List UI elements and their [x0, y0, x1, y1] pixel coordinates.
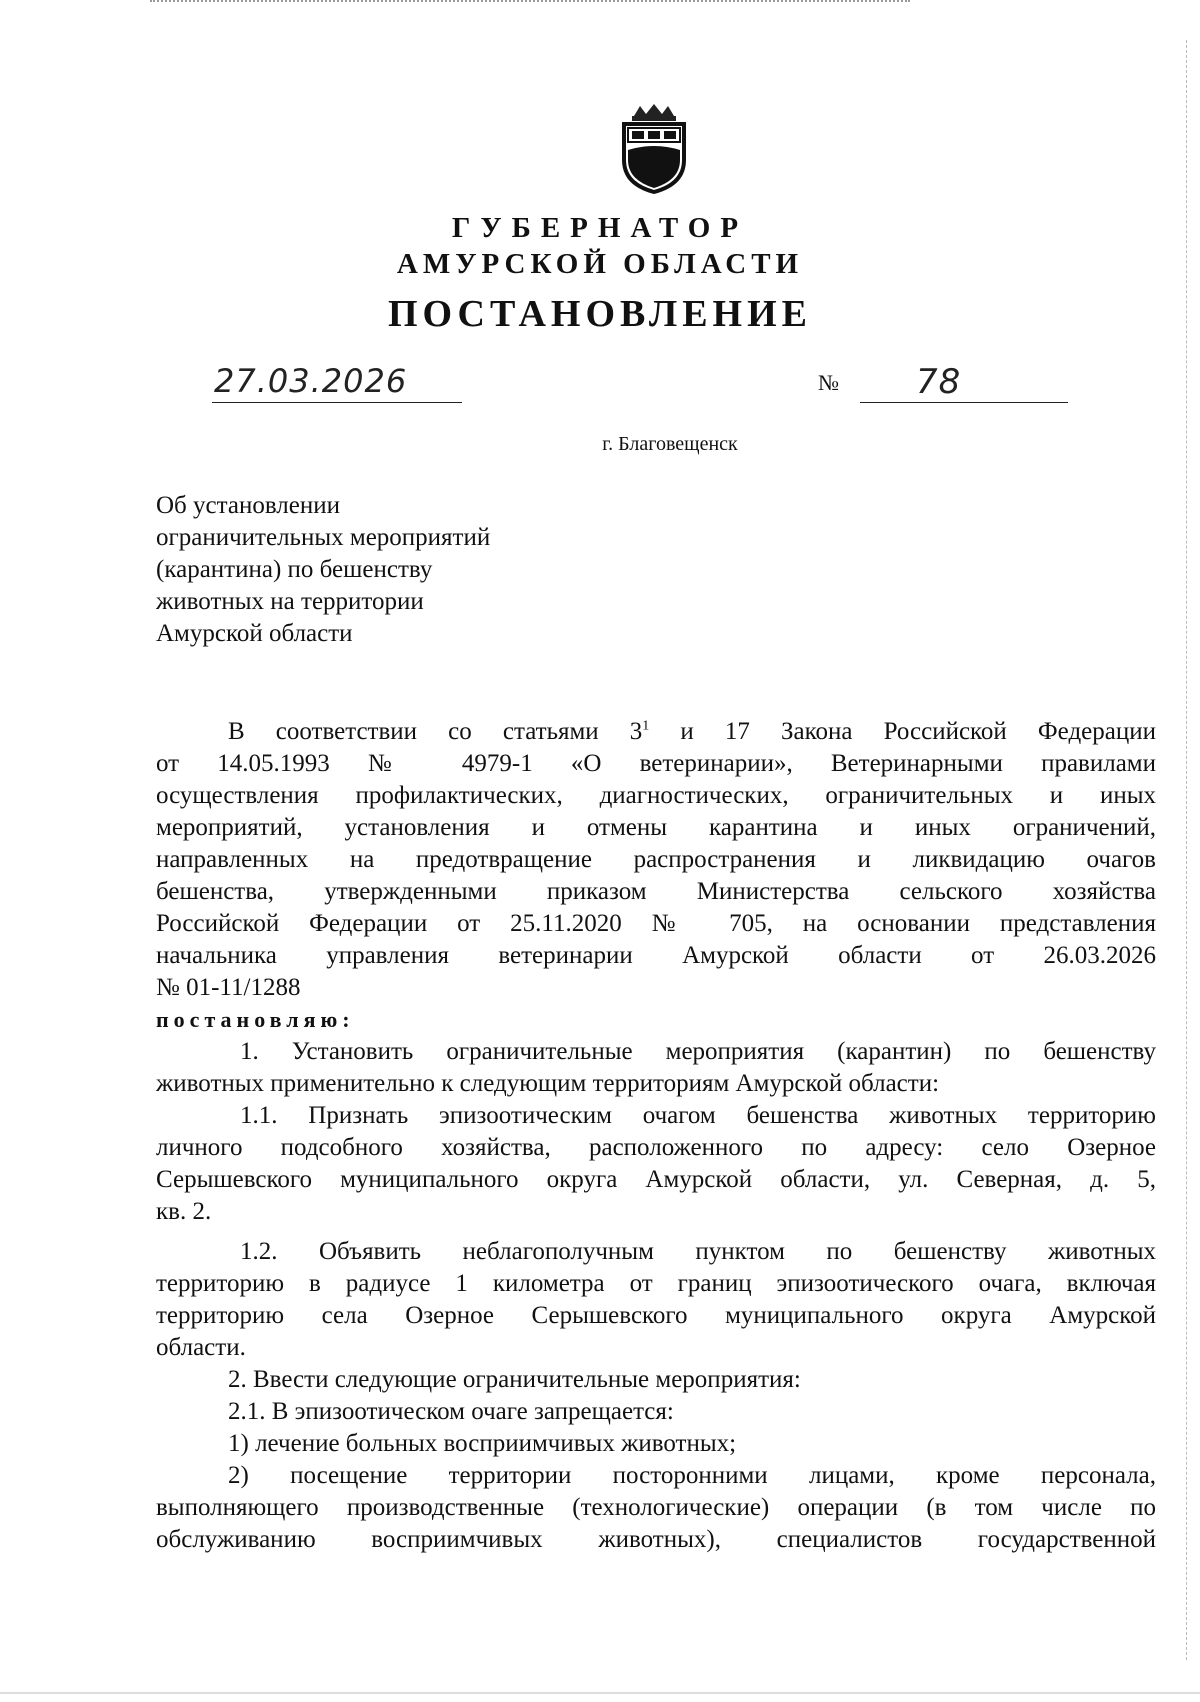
preamble-line: Российской Федерации от 25.11.2020 № 705, на основании представления — [156, 910, 1156, 937]
city: г. Благовещенск — [602, 433, 738, 455]
item-2: 2. Ввести следующие ограничительные мероприятия: — [228, 1366, 801, 1393]
header-region: АМУРСКОЙ ОБЛАСТИ — [396, 248, 804, 280]
item-1-1-line: личного подсобного хозяйства, расположенного по адресу: село Озерное — [156, 1134, 1156, 1161]
preamble-line: мероприятий, установления и отмены карантина и иных ограничений, — [156, 814, 1156, 841]
preamble-line: направленных на предотвращение распространения и ликвидацию очагов — [156, 846, 1156, 873]
subject-line: Об установлении — [156, 492, 341, 519]
item-1-2-line: территорию в радиусе 1 километра от границ эпизоотического очага, включая — [156, 1270, 1156, 1297]
number-label: № — [818, 370, 839, 395]
handwritten-number: 78 — [916, 362, 962, 402]
item-1-line: животных применительно к следующим территориям Амурской области: — [156, 1070, 940, 1097]
item-1-2-line: 1.2. Объявить неблагополучным пунктом по бешенству животных — [240, 1238, 1156, 1265]
item-1-line: 1. Установить ограничительные мероприятия (карантин) по бешенству — [240, 1038, 1156, 1065]
item-1-1-line: кв. 2. — [156, 1198, 212, 1225]
item-2-1-2-line: обслуживанию восприимчивых животных), специалистов государственной — [156, 1526, 1156, 1553]
date-field — [212, 356, 462, 403]
item-1-1-line: 1.1. Признать эпизоотическим очагом бешенства животных территорию — [240, 1102, 1156, 1129]
preamble-line: бешенства, утвержденными приказом Министерства сельского хозяйства — [156, 878, 1156, 905]
scan-artifact-right — [1186, 40, 1187, 1660]
item-2-1-2-line: 2) посещение территории посторонними лицами, кроме персонала, — [228, 1462, 1156, 1489]
handwritten-date: 27.03.2026 — [214, 362, 408, 400]
amur-coat-of-arms-icon — [612, 102, 696, 194]
subject-line: животных на территории — [156, 588, 424, 615]
item-2-1-1: 1) лечение больных восприимчивых животных; — [228, 1430, 737, 1457]
decree-word: постановляю: — [156, 1007, 355, 1032]
subject-line: Амурской области — [156, 620, 353, 647]
header-governor: ГУБЕРНАТОР — [451, 212, 749, 244]
item-2-1: 2.1. В эпизоотическом очаге запрещается: — [228, 1398, 674, 1425]
item-2-1-2-line: выполняющего производственные (технологические) операции (в том числе по — [156, 1494, 1156, 1521]
scan-artifact-bottom — [0, 1692, 1200, 1694]
scan-artifact-top — [150, 0, 910, 8]
preamble-line: начальника управления ветеринарии Амурской области от 26.03.2026 — [156, 942, 1156, 969]
number-field — [860, 356, 1068, 403]
document-subject — [156, 490, 716, 650]
document-body — [156, 716, 1156, 1556]
preamble-line: от 14.05.1993 № 4979-1 «О ветеринарии», Ветеринарными правилами — [156, 750, 1156, 777]
item-1-1-line: Серышевского муниципального округа Амурской области, ул. Северная, д. 5, — [156, 1166, 1156, 1193]
subject-line: (карантина) по бешенству — [156, 556, 433, 583]
preamble-line: № 01-11/1288 — [156, 974, 301, 1001]
item-1-2-line: территорию села Озерное Серышевского муниципального округа Амурской — [156, 1302, 1156, 1329]
preamble-line: В соответствии со статьями $3^1$ и 17 Закона Российской Федерации — [228, 718, 1156, 745]
subject-line: ограничительных мероприятий — [156, 524, 491, 551]
item-1-2-line: области. — [156, 1334, 246, 1361]
preamble-line: осуществления профилактических, диагностических, ограничительных и иных — [156, 782, 1156, 809]
document-type: ПОСТАНОВЛЕНИЕ — [387, 293, 813, 335]
